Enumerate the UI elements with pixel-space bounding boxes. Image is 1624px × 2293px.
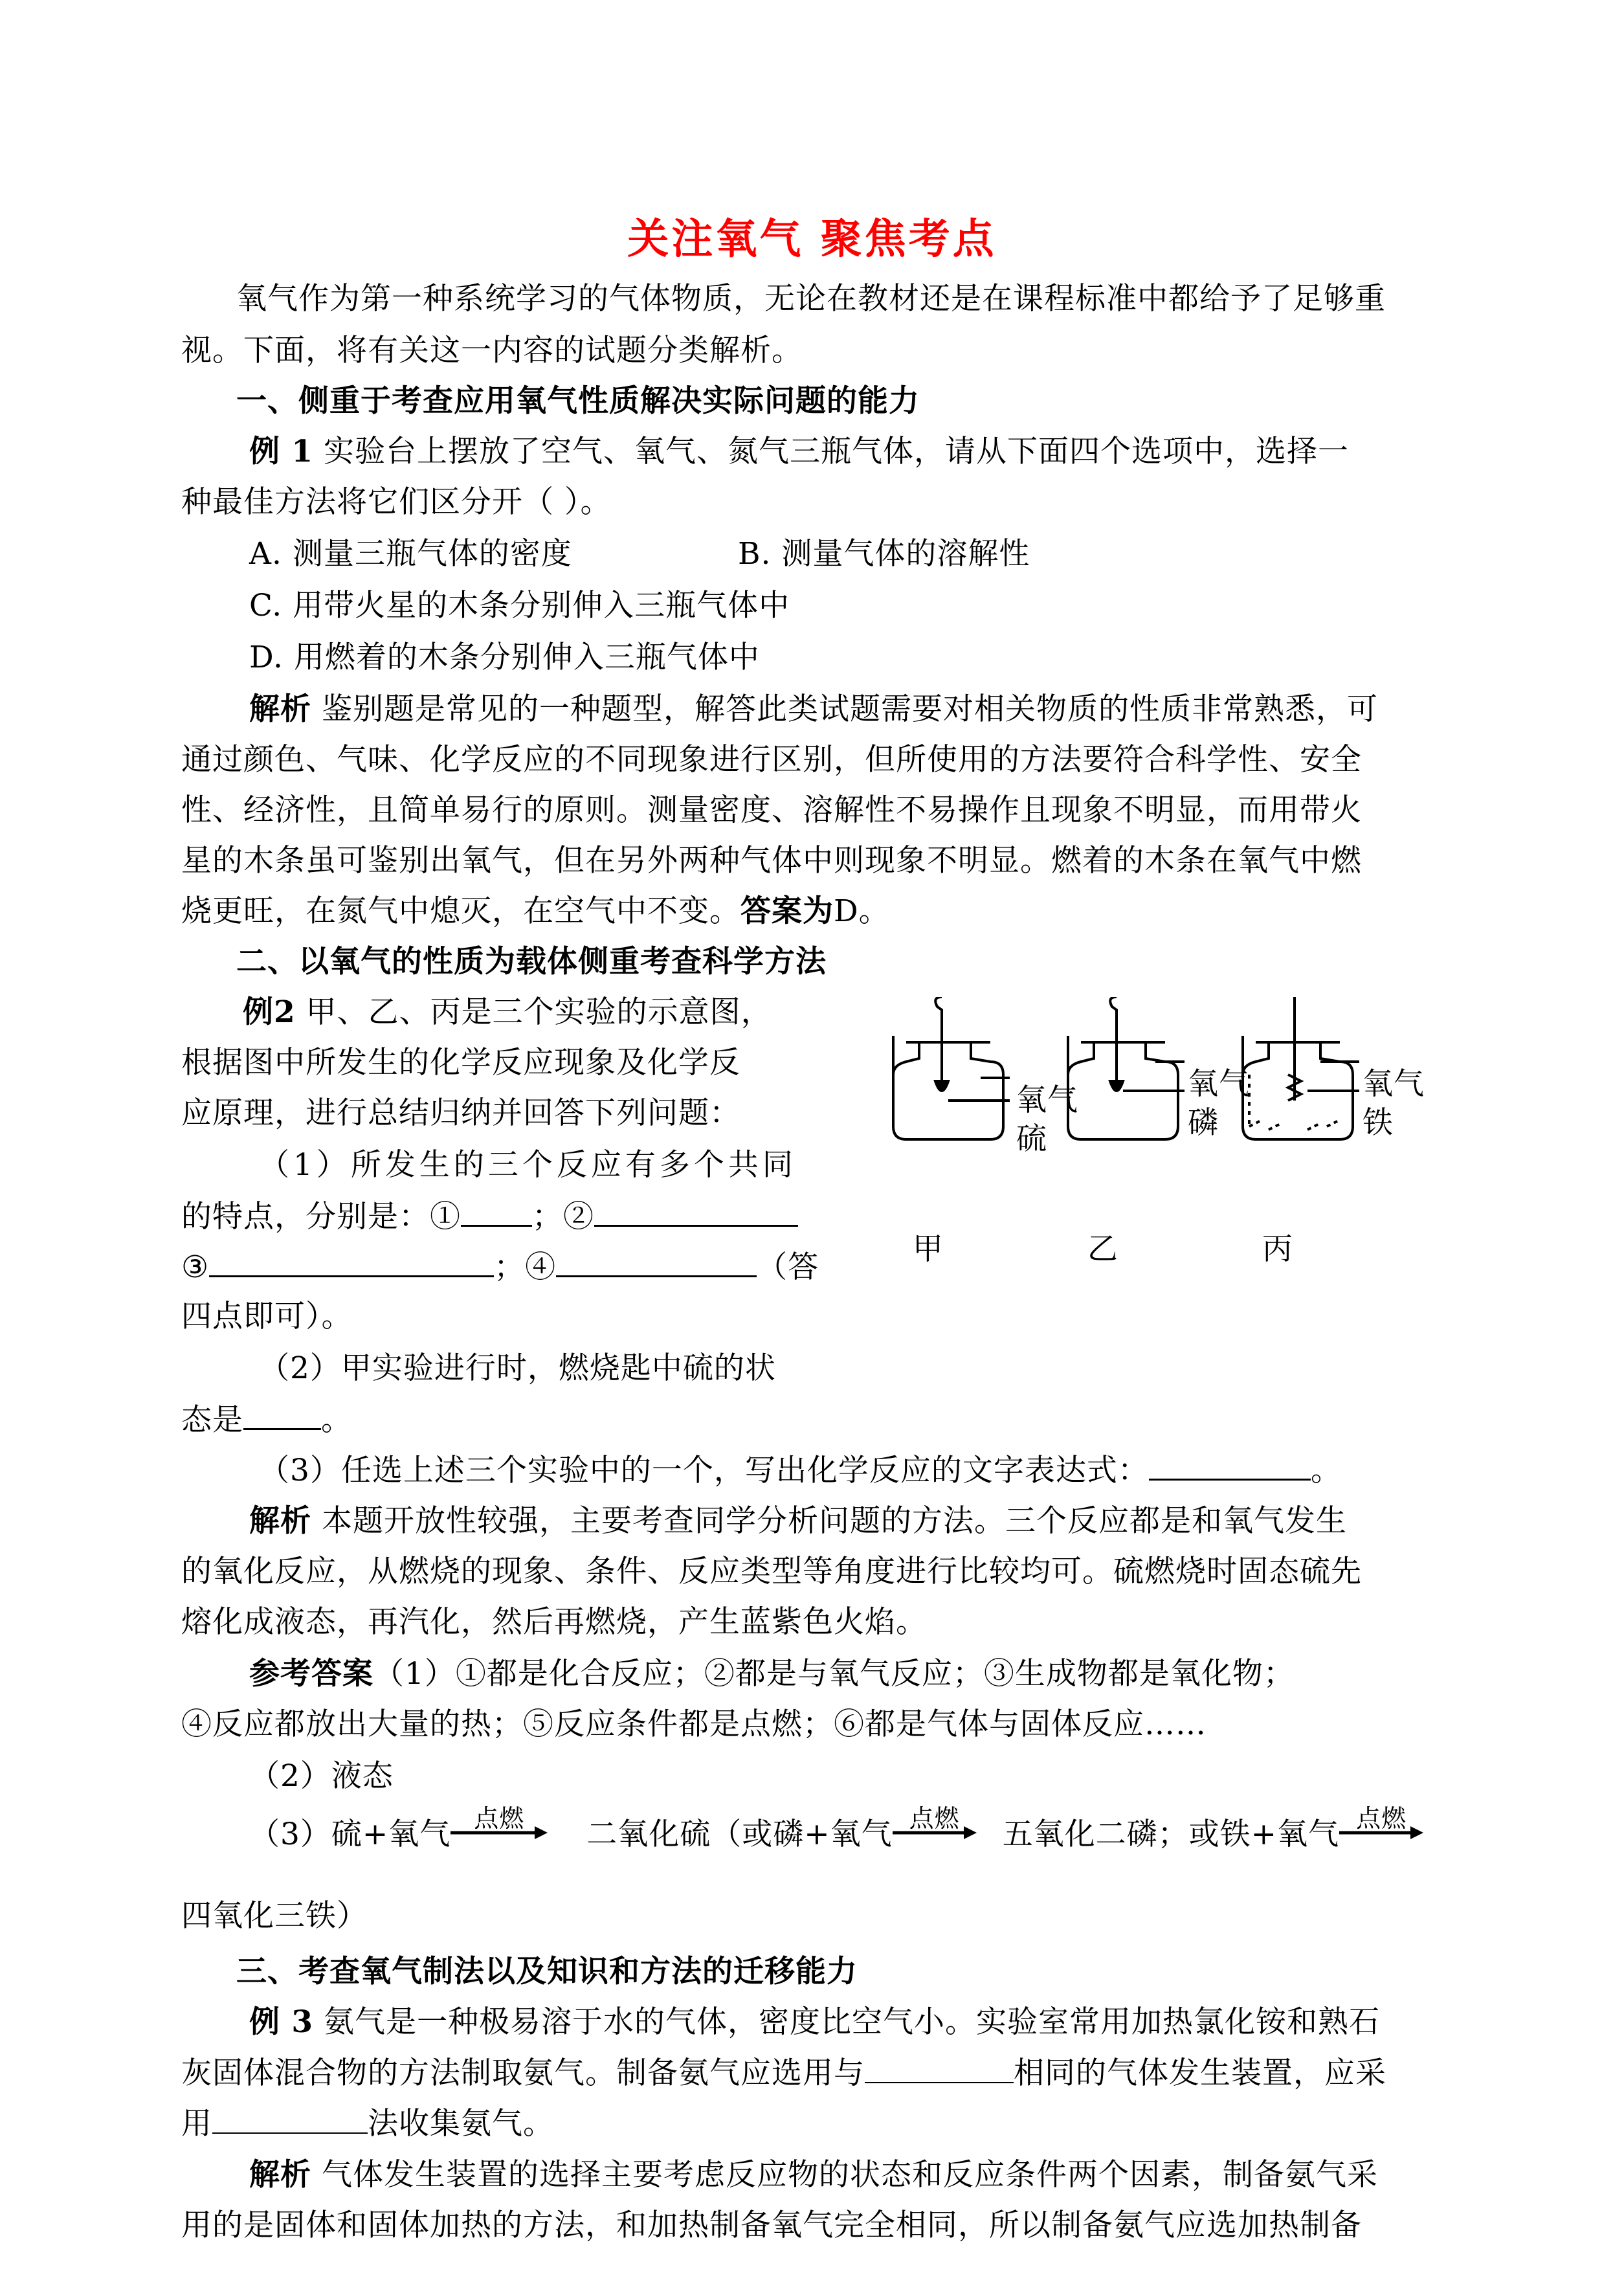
jar-yi-caption: 乙 bbox=[1087, 1231, 1118, 1267]
equation-text-b: 二氧化硫（或磷+氧气 bbox=[586, 1817, 893, 1852]
jar-jia-caption: 甲 bbox=[913, 1231, 944, 1267]
example-3-line-2 bbox=[181, 2053, 1386, 2093]
reference-answer-line-2: ④反应都放出大量的热；⑤反应条件都是点燃；⑥都是气体与固体反应…… bbox=[181, 1706, 1207, 1742]
jar-bing-caption: 丙 bbox=[1262, 1231, 1293, 1267]
example-3-line-3 bbox=[181, 2104, 554, 2143]
analysis-1-text-5: 烧更旺，在氮气中熄灭，在空气中不变。 bbox=[181, 893, 740, 929]
analysis-1-text-1: 鉴别题是常见的一种题型，解答此类试题需要对相关物质的性质非常熟悉，可 bbox=[321, 691, 1378, 727]
reaction-arrow-1 bbox=[450, 1804, 548, 1844]
equation-text-a: （3）硫+氧气 bbox=[249, 1817, 451, 1852]
q1-line-3-text-a: ③ bbox=[181, 1249, 210, 1285]
jar-bing-water bbox=[1249, 1120, 1340, 1130]
example-1-label: 例 1 bbox=[249, 434, 314, 469]
reaction-condition-2: 点燃 bbox=[909, 1804, 960, 1833]
q1-line-2-text-b: ；② bbox=[532, 1199, 594, 1235]
answer-label: 答案为 bbox=[740, 893, 834, 929]
q2-line-2-text-a: 态是 bbox=[181, 1402, 243, 1438]
example-1-question-text: 实验台上摆放了空气、氧气、氮气三瓶气体，请从下面四个选项中，选择一 bbox=[324, 434, 1350, 469]
intro-line-2: 视。下面，将有关这一内容的试题分类解析。 bbox=[181, 333, 803, 368]
example-2-question-line-3: 应原理，进行总结归纳并回答下列问题： bbox=[181, 1095, 740, 1131]
page-title: 关注氧气 聚焦考点 bbox=[627, 215, 997, 263]
q1-line-2-text-a: 的特点，分别是：① bbox=[181, 1199, 461, 1235]
option-b: B. 测量气体的溶解性 bbox=[738, 536, 1030, 572]
analysis-2-line-2: 的氧化反应，从燃烧的现象、条件、反应类型等角度进行比较均可。硫燃烧时固态硫先 bbox=[181, 1554, 1362, 1589]
q3-line bbox=[259, 1450, 1342, 1490]
analysis-3-label: 解析 bbox=[249, 2157, 311, 2193]
jar-jia-substance-label: 硫 bbox=[1016, 1121, 1047, 1157]
reaction-condition-3: 点燃 bbox=[1356, 1804, 1407, 1833]
q2-line-2-text-b: 。 bbox=[321, 1402, 352, 1438]
analysis-1-line-4: 星的木条虽可鉴别出氧气，但在另外两种气体中则现象不明显。燃着的木条在氧气中燃 bbox=[181, 843, 1362, 878]
analysis-3-text-1: 气体发生装置的选择主要考虑反应物的状态和反应条件两个因素，制备氨气采 bbox=[321, 2157, 1378, 2193]
q1-line-3-text-b: ；④ bbox=[494, 1249, 557, 1285]
example-3-text-3b: 法收集氨气。 bbox=[368, 2106, 554, 2142]
example-2-label: 例2 bbox=[243, 994, 296, 1030]
analysis-1-line-3: 性、经济性，且简单易行的原则。测量密度、溶解性不易操作且现象不明显，而用带火 bbox=[181, 792, 1362, 828]
section-2-heading: 二、以氧气的性质为载体侧重考查科学方法 bbox=[236, 944, 827, 979]
reference-answer-label: 参考答案 bbox=[249, 1656, 373, 1692]
reference-answer-text-1: （1）①都是化合反应；②都是与氧气反应；③生成物都是氧化物； bbox=[373, 1656, 1295, 1692]
answer-blank-equation[interactable] bbox=[1149, 1450, 1311, 1481]
jar-bing bbox=[1243, 997, 1359, 1139]
analysis-2-text-1: 本题开放性较强，主要考查同学分析问题的方法。三个反应都是和氧气发生 bbox=[321, 1503, 1347, 1539]
analysis-2-line-1 bbox=[249, 1502, 1347, 1541]
analysis-1-line-2: 通过颜色、气味、化学反应的不同现象进行区别，但所使用的方法要符合科学性、安全 bbox=[181, 742, 1362, 777]
jar-jia-gas-label: 氧气 bbox=[1016, 1082, 1078, 1118]
q1-line-3-text-c: （答 bbox=[757, 1249, 819, 1285]
answer-blank-collection[interactable] bbox=[212, 2104, 368, 2134]
example-3-text-3a: 用 bbox=[181, 2106, 212, 2142]
section-1-heading: 一、侧重于考查应用氧气性质解决实际问题的能力 bbox=[236, 383, 920, 419]
jar-jia-spoon-handle bbox=[935, 997, 942, 1081]
answer-blank-apparatus[interactable] bbox=[865, 2053, 1014, 2083]
q2-line-2 bbox=[181, 1400, 352, 1440]
analysis-1-line-5 bbox=[181, 892, 890, 931]
answer-value: D。 bbox=[834, 893, 890, 929]
reference-answer-line-1 bbox=[249, 1655, 1295, 1694]
jar-yi-body bbox=[1068, 1036, 1178, 1139]
analysis-1-line-1 bbox=[249, 690, 1378, 729]
jar-yi-spoon-handle bbox=[1110, 997, 1117, 1081]
reaction-arrow-3 bbox=[1339, 1804, 1423, 1844]
q1-line-1: （1）所发生的三个反应有多个共同 bbox=[259, 1147, 797, 1183]
jar-jia bbox=[893, 997, 1010, 1139]
jar-yi-spoon bbox=[1110, 1081, 1123, 1091]
equation-continuation: 四氧化三铁） bbox=[181, 1898, 368, 1934]
example-3-label: 例 3 bbox=[249, 2004, 314, 2040]
jar-bing-body bbox=[1243, 1036, 1353, 1139]
analysis-1-label: 解析 bbox=[249, 691, 311, 727]
section-3-heading: 三、考查氧气制法以及知识和方法的迁移能力 bbox=[236, 1954, 858, 1989]
q3-text-b: 。 bbox=[1310, 1453, 1342, 1488]
experiment-figure bbox=[880, 997, 1443, 1256]
equation-text-c: 五氧化二磷；或铁+氧气 bbox=[1002, 1817, 1340, 1852]
jar-jia-spoon bbox=[935, 1081, 948, 1091]
option-d: D. 用燃着的木条分别伸入三瓶气体中 bbox=[249, 640, 760, 675]
example-3-text-2b: 相同的气体发生装置，应采 bbox=[1014, 2055, 1386, 2091]
equation-line bbox=[249, 1804, 1423, 1854]
example-1-question-line-1 bbox=[249, 432, 1349, 471]
q1-line-4: 四点即可）。 bbox=[181, 1299, 353, 1334]
jar-bing-substance-label: 铁 bbox=[1363, 1105, 1394, 1141]
answer-blank-4[interactable] bbox=[556, 1247, 757, 1277]
jar-jia-body bbox=[893, 1036, 1003, 1139]
analysis-2-label: 解析 bbox=[249, 1503, 311, 1539]
example-2-question-line-2: 根据图中所发生的化学反应现象及化学反 bbox=[181, 1045, 740, 1080]
reaction-arrow-2 bbox=[893, 1804, 977, 1844]
example-1-question-line-2: 种最佳方法将它们区分开（ ）。 bbox=[181, 484, 612, 520]
option-c: C. 用带火星的木条分别伸入三瓶气体中 bbox=[249, 588, 790, 623]
example-3-line-1 bbox=[249, 2003, 1380, 2042]
answer-blank-state[interactable] bbox=[243, 1400, 321, 1430]
intro-line-1: 氧气作为第一种系统学习的气体物质，无论在教材还是在课程标准中都给予了足够重 bbox=[236, 281, 1386, 317]
q3-text-a: （3）任选上述三个实验中的一个，写出化学反应的文字表达式： bbox=[259, 1453, 1149, 1488]
answer-blank-2[interactable] bbox=[594, 1196, 798, 1227]
jar-yi-substance-label: 磷 bbox=[1188, 1105, 1219, 1141]
reaction-condition-1: 点燃 bbox=[474, 1804, 525, 1833]
example-3-text-1: 氨气是一种极易溶于水的气体，密度比空气小。实验室常用加热氯化铵和熟石 bbox=[324, 2004, 1381, 2040]
example-2-question-line-1 bbox=[243, 993, 772, 1032]
q1-line-3 bbox=[181, 1247, 819, 1287]
example-2-question-text: 甲、乙、丙是三个实验的示意图， bbox=[306, 994, 772, 1030]
example-3-text-2a: 灰固体混合物的方法制取氨气。制备氨气应选用与 bbox=[181, 2055, 865, 2091]
jar-yi bbox=[1068, 997, 1185, 1139]
analysis-3-line-1 bbox=[249, 2156, 1378, 2195]
reference-answer-2: （2）液态 bbox=[249, 1758, 394, 1794]
jar-yi-gas-label: 氧气 bbox=[1188, 1066, 1250, 1102]
answer-blank-1[interactable] bbox=[461, 1196, 532, 1227]
jar-bing-gas-label: 氧气 bbox=[1363, 1066, 1425, 1102]
analysis-2-line-3: 熔化成液态，再汽化，然后再燃烧，产生蓝紫色火焰。 bbox=[181, 1604, 927, 1640]
q1-line-2 bbox=[181, 1196, 798, 1236]
q2-line-1: （2）甲实验进行时，燃烧匙中硫的状 bbox=[259, 1350, 776, 1386]
option-a: A. 测量三瓶气体的密度 bbox=[249, 536, 572, 572]
answer-blank-3[interactable] bbox=[209, 1247, 494, 1277]
analysis-3-line-2: 用的是固体和固体加热的方法，和加热制备氧气完全相同，所以制备氨气应选加热制备 bbox=[181, 2208, 1362, 2243]
